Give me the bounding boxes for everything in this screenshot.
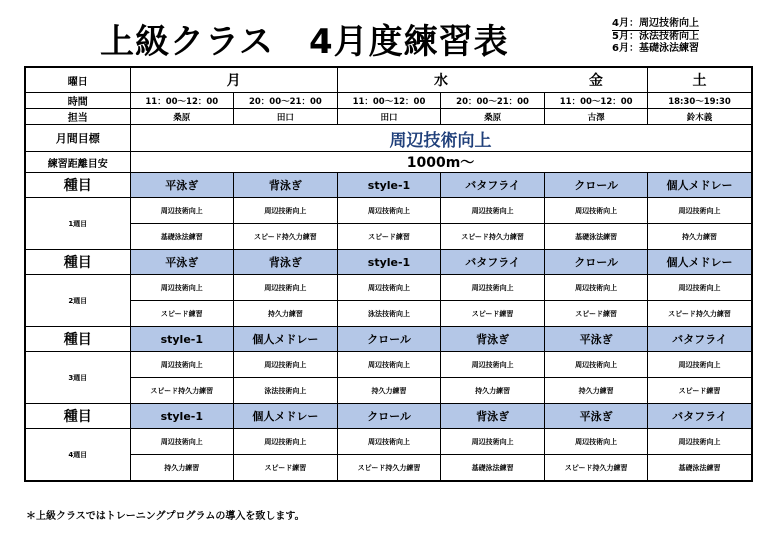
menu-cell: 持久力練習	[337, 378, 441, 404]
menu-cell: 基礎泳法練習	[441, 455, 545, 482]
monthly-goal-label: 月間目標	[25, 125, 130, 152]
time-cell: 11：00～12：00	[337, 93, 441, 109]
stroke-cell: 個人メドレー	[234, 404, 338, 429]
menu-cell: 周辺技術向上	[337, 275, 441, 301]
kind-label: 種目	[25, 404, 130, 429]
menu-cell: 基礎泳法練習	[648, 455, 752, 482]
menu-cell: 周辺技術向上	[337, 198, 441, 224]
menu-cell: 周辺技術向上	[337, 352, 441, 378]
time-label: 時間	[25, 93, 130, 109]
stroke-cell: バタフライ	[441, 250, 545, 275]
staff-cell: 桑原	[441, 109, 545, 125]
distance-goal-value: 1000m～	[130, 152, 752, 173]
distance-goal-row	[25, 152, 752, 173]
stroke-cell: クロール	[337, 327, 441, 352]
staff-cell: 田口	[234, 109, 338, 125]
staff-cell: 古澤	[544, 109, 648, 125]
kind-row	[25, 327, 752, 352]
menu-cell: スピード練習	[544, 301, 648, 327]
menu-cell: スピード練習	[441, 301, 545, 327]
menu-cell: 周辺技術向上	[130, 198, 234, 224]
stroke-cell: クロール	[337, 404, 441, 429]
stroke-cell: クロール	[544, 173, 648, 198]
menu-cell: スピード持久力練習	[441, 224, 545, 250]
day-friday: 金	[544, 67, 648, 93]
menu-cell: スピード練習	[648, 378, 752, 404]
stroke-cell: 背泳ぎ	[441, 327, 545, 352]
staff-cell: 桑原	[130, 109, 234, 125]
menu-cell: 周辺技術向上	[544, 198, 648, 224]
kind-label: 種目	[25, 250, 130, 275]
monthly-goal-value: 周辺技術向上	[130, 125, 752, 152]
staff-row	[25, 109, 752, 125]
menu-cell: スピード持久力練習	[337, 455, 441, 482]
menu-cell: スピード練習	[337, 224, 441, 250]
week-label: 3週目	[25, 352, 130, 404]
stroke-cell: 個人メドレー	[234, 327, 338, 352]
kind-row	[25, 173, 752, 198]
time-cell: 20：00～21：00	[234, 93, 338, 109]
monthly-theme-legend	[612, 18, 699, 55]
stroke-cell: 平泳ぎ	[130, 250, 234, 275]
menu-row	[25, 198, 752, 224]
staff-cell: 鈴木義	[648, 109, 752, 125]
stroke-cell: style-1	[337, 173, 441, 198]
menu-cell: 持久力練習	[544, 378, 648, 404]
menu-cell: 周辺技術向上	[234, 429, 338, 455]
time-cell: 20：00～21：00	[441, 93, 545, 109]
menu-row	[25, 455, 752, 482]
week-label: 4週目	[25, 429, 130, 482]
stroke-cell: style-1	[337, 250, 441, 275]
stroke-cell: バタフライ	[648, 404, 752, 429]
menu-cell: 基礎泳法練習	[544, 224, 648, 250]
menu-cell: 周辺技術向上	[648, 352, 752, 378]
legend-april: 4月：周辺技術向上	[612, 18, 699, 29]
menu-cell: 周辺技術向上	[648, 198, 752, 224]
menu-cell: 周辺技術向上	[130, 429, 234, 455]
staff-label: 担当	[25, 109, 130, 125]
menu-row	[25, 352, 752, 378]
legend-june: 6月：基礎泳法練習	[612, 43, 699, 54]
monthly-goal-row	[25, 125, 752, 152]
stroke-cell: 個人メドレー	[648, 173, 752, 198]
day-row	[25, 67, 752, 93]
menu-cell: 周辺技術向上	[544, 429, 648, 455]
kind-label: 種目	[25, 173, 130, 198]
menu-cell: 泳法技術向上	[337, 301, 441, 327]
menu-cell: スピード練習	[130, 301, 234, 327]
kind-label: 種目	[25, 327, 130, 352]
stroke-cell: 背泳ぎ	[441, 404, 545, 429]
menu-cell: 周辺技術向上	[130, 352, 234, 378]
distance-goal-label: 練習距離目安	[25, 152, 130, 173]
kind-row	[25, 404, 752, 429]
menu-row	[25, 275, 752, 301]
menu-cell: 周辺技術向上	[544, 352, 648, 378]
menu-cell: 周辺技術向上	[441, 429, 545, 455]
stroke-cell: バタフライ	[441, 173, 545, 198]
menu-cell: 持久力練習	[441, 378, 545, 404]
menu-cell: スピード持久力練習	[234, 224, 338, 250]
stroke-cell: クロール	[544, 250, 648, 275]
day-monday: 月	[130, 67, 337, 93]
menu-cell: 周辺技術向上	[234, 275, 338, 301]
menu-cell: スピード持久力練習	[648, 301, 752, 327]
menu-cell: 周辺技術向上	[337, 429, 441, 455]
menu-cell: 周辺技術向上	[544, 275, 648, 301]
menu-cell: 持久力練習	[648, 224, 752, 250]
stroke-cell: バタフライ	[648, 327, 752, 352]
menu-cell: 周辺技術向上	[648, 429, 752, 455]
menu-cell: 周辺技術向上	[441, 352, 545, 378]
menu-row	[25, 301, 752, 327]
stroke-cell: style-1	[130, 327, 234, 352]
menu-row	[25, 378, 752, 404]
footnote: ＊上級クラスではトレーニングプログラムの導入を致します。	[26, 511, 305, 522]
menu-cell: 周辺技術向上	[234, 352, 338, 378]
menu-cell: 基礎泳法練習	[130, 224, 234, 250]
week-label: 2週目	[25, 275, 130, 327]
practice-schedule-table	[24, 66, 753, 482]
stroke-cell: 平泳ぎ	[544, 327, 648, 352]
menu-cell: 周辺技術向上	[648, 275, 752, 301]
time-cell: 11：00～12：00	[544, 93, 648, 109]
menu-row	[25, 224, 752, 250]
menu-cell: 周辺技術向上	[441, 198, 545, 224]
menu-cell: スピード持久力練習	[130, 378, 234, 404]
menu-cell: 周辺技術向上	[441, 275, 545, 301]
menu-cell: 持久力練習	[234, 301, 338, 327]
day-saturday: 土	[648, 67, 752, 93]
stroke-cell: 背泳ぎ	[234, 173, 338, 198]
menu-cell: 周辺技術向上	[234, 198, 338, 224]
kind-row	[25, 250, 752, 275]
time-cell: 18:30～19:30	[648, 93, 752, 109]
menu-cell: 持久力練習	[130, 455, 234, 482]
legend-may: 5月：泳法技術向上	[612, 31, 699, 42]
day-wednesday: 水	[337, 67, 544, 93]
menu-cell: 泳法技術向上	[234, 378, 338, 404]
menu-row	[25, 429, 752, 455]
menu-cell: 周辺技術向上	[130, 275, 234, 301]
time-cell: 11：00～12：00	[130, 93, 234, 109]
stroke-cell: 平泳ぎ	[130, 173, 234, 198]
stroke-cell: 背泳ぎ	[234, 250, 338, 275]
menu-cell: スピード持久力練習	[544, 455, 648, 482]
time-row	[25, 93, 752, 109]
week-label: 1週目	[25, 198, 130, 250]
page-title: 上級クラス 4月度練習表	[100, 22, 509, 62]
stroke-cell: 個人メドレー	[648, 250, 752, 275]
day-label: 曜日	[25, 67, 130, 93]
stroke-cell: 平泳ぎ	[544, 404, 648, 429]
staff-cell: 田口	[337, 109, 441, 125]
stroke-cell: style-1	[130, 404, 234, 429]
menu-cell: スピード練習	[234, 455, 338, 482]
